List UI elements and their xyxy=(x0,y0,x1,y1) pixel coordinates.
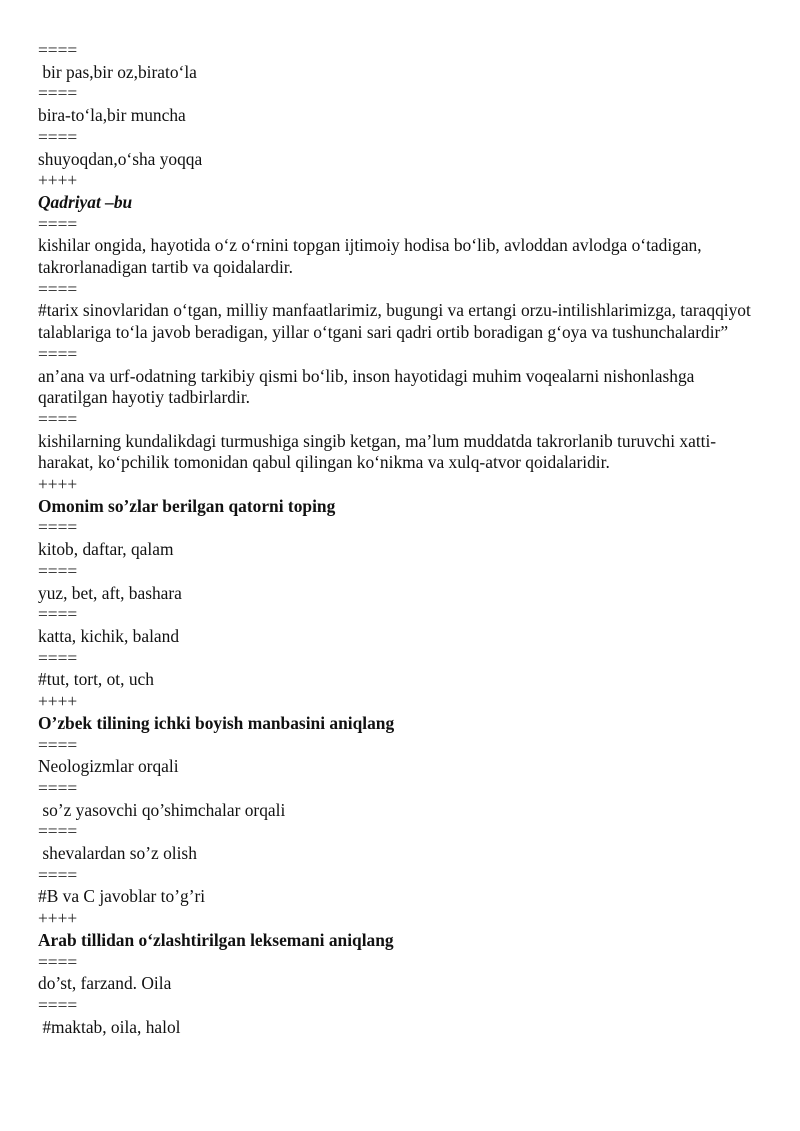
separator: ==== xyxy=(38,40,78,60)
answer-option-correct: #tarix sinovlaridan o‘tgan, milliy manfaatlarimiz, bugungi va ertangi orzu-intilishlarimizga, taraqqiyot talablariga to‘la javob beradigan, yillar o‘tgani sari qadri ortib boradigan g‘oya va tushunchalardir” xyxy=(38,300,756,343)
question-text: Qadriyat –bu xyxy=(38,191,133,212)
separator: ==== xyxy=(38,734,78,755)
question-text: O’zbek tilining ichki boyish manbasini aniqlang xyxy=(38,712,395,733)
answer-option: kishilarning kundalikdagi turmushiga singib ketgan, ma’lum muddatda takrorlanib turuvchi xatti-harakat, ko‘pchilik tomonidan qabul qilingan ko‘nikma va xulq-atvor qoidalaridir. xyxy=(38,430,717,473)
separator: ==== xyxy=(38,994,78,1015)
answer-option-correct: #maktab, oila, halol xyxy=(38,1016,181,1037)
separator: ==== xyxy=(38,408,78,429)
answer-option: bira-to‘la,bir muncha xyxy=(38,105,186,126)
separator: ==== xyxy=(38,278,78,299)
question-marker: ++++ xyxy=(38,908,78,929)
separator: ==== xyxy=(38,951,78,972)
answer-option: kitob, daftar, qalam xyxy=(38,539,174,560)
answer-option-correct: #tut, tort, ot, uch xyxy=(38,669,154,690)
answer-option: katta, kichik, baland xyxy=(38,625,180,646)
separator: ==== xyxy=(38,864,78,885)
answer-option: shevalardan so’z olish xyxy=(38,843,197,864)
separator: ==== xyxy=(38,560,78,581)
answer-option: Neologizmlar orqali xyxy=(38,756,179,777)
answer-option: kishilar ongida, hayotida o‘z o‘rnini topgan ijtimoiy hodisa bo‘lib, avloddan avlodga o‘tadigan, takrorlanadigan tartib va qoidalardir. xyxy=(38,235,706,278)
answer-option: an’ana va urf-odatning tarkibiy qismi bo‘lib, inson hayotidagi muhim voqealarni nishonlashga qaratilgan hayotiy tadbirlardir. xyxy=(38,365,699,408)
question-marker: ++++ xyxy=(38,691,78,712)
answer-option-correct: #B va C javoblar to’g’ri xyxy=(38,886,206,907)
answer-option: so’z yasovchi qo’shimchalar orqali xyxy=(38,799,286,820)
answer-option: do’st, farzand. Oila xyxy=(38,973,172,994)
separator: ==== xyxy=(38,821,78,842)
separator: ==== xyxy=(38,83,78,104)
question-text: Arab tillidan o‘zlashtirilgan leksemani aniqlang xyxy=(38,929,394,950)
separator: ==== xyxy=(38,517,78,538)
question-marker: ++++ xyxy=(38,474,78,495)
separator: ==== xyxy=(38,343,78,364)
separator: ==== xyxy=(38,126,78,147)
separator: ==== xyxy=(38,213,78,234)
answer-option: shuyoqdan,o‘sha yoqqa xyxy=(38,148,203,169)
answer-option: bir pas,bir oz,birato‘la xyxy=(38,61,197,82)
separator: ==== xyxy=(38,777,78,798)
question-marker: ++++ xyxy=(38,170,78,191)
question-text: Omonim so’zlar berilgan qatorni toping xyxy=(38,495,336,516)
separator: ==== xyxy=(38,604,78,625)
separator: ==== xyxy=(38,647,78,668)
answer-option: yuz, bet, aft, bashara xyxy=(38,582,182,603)
